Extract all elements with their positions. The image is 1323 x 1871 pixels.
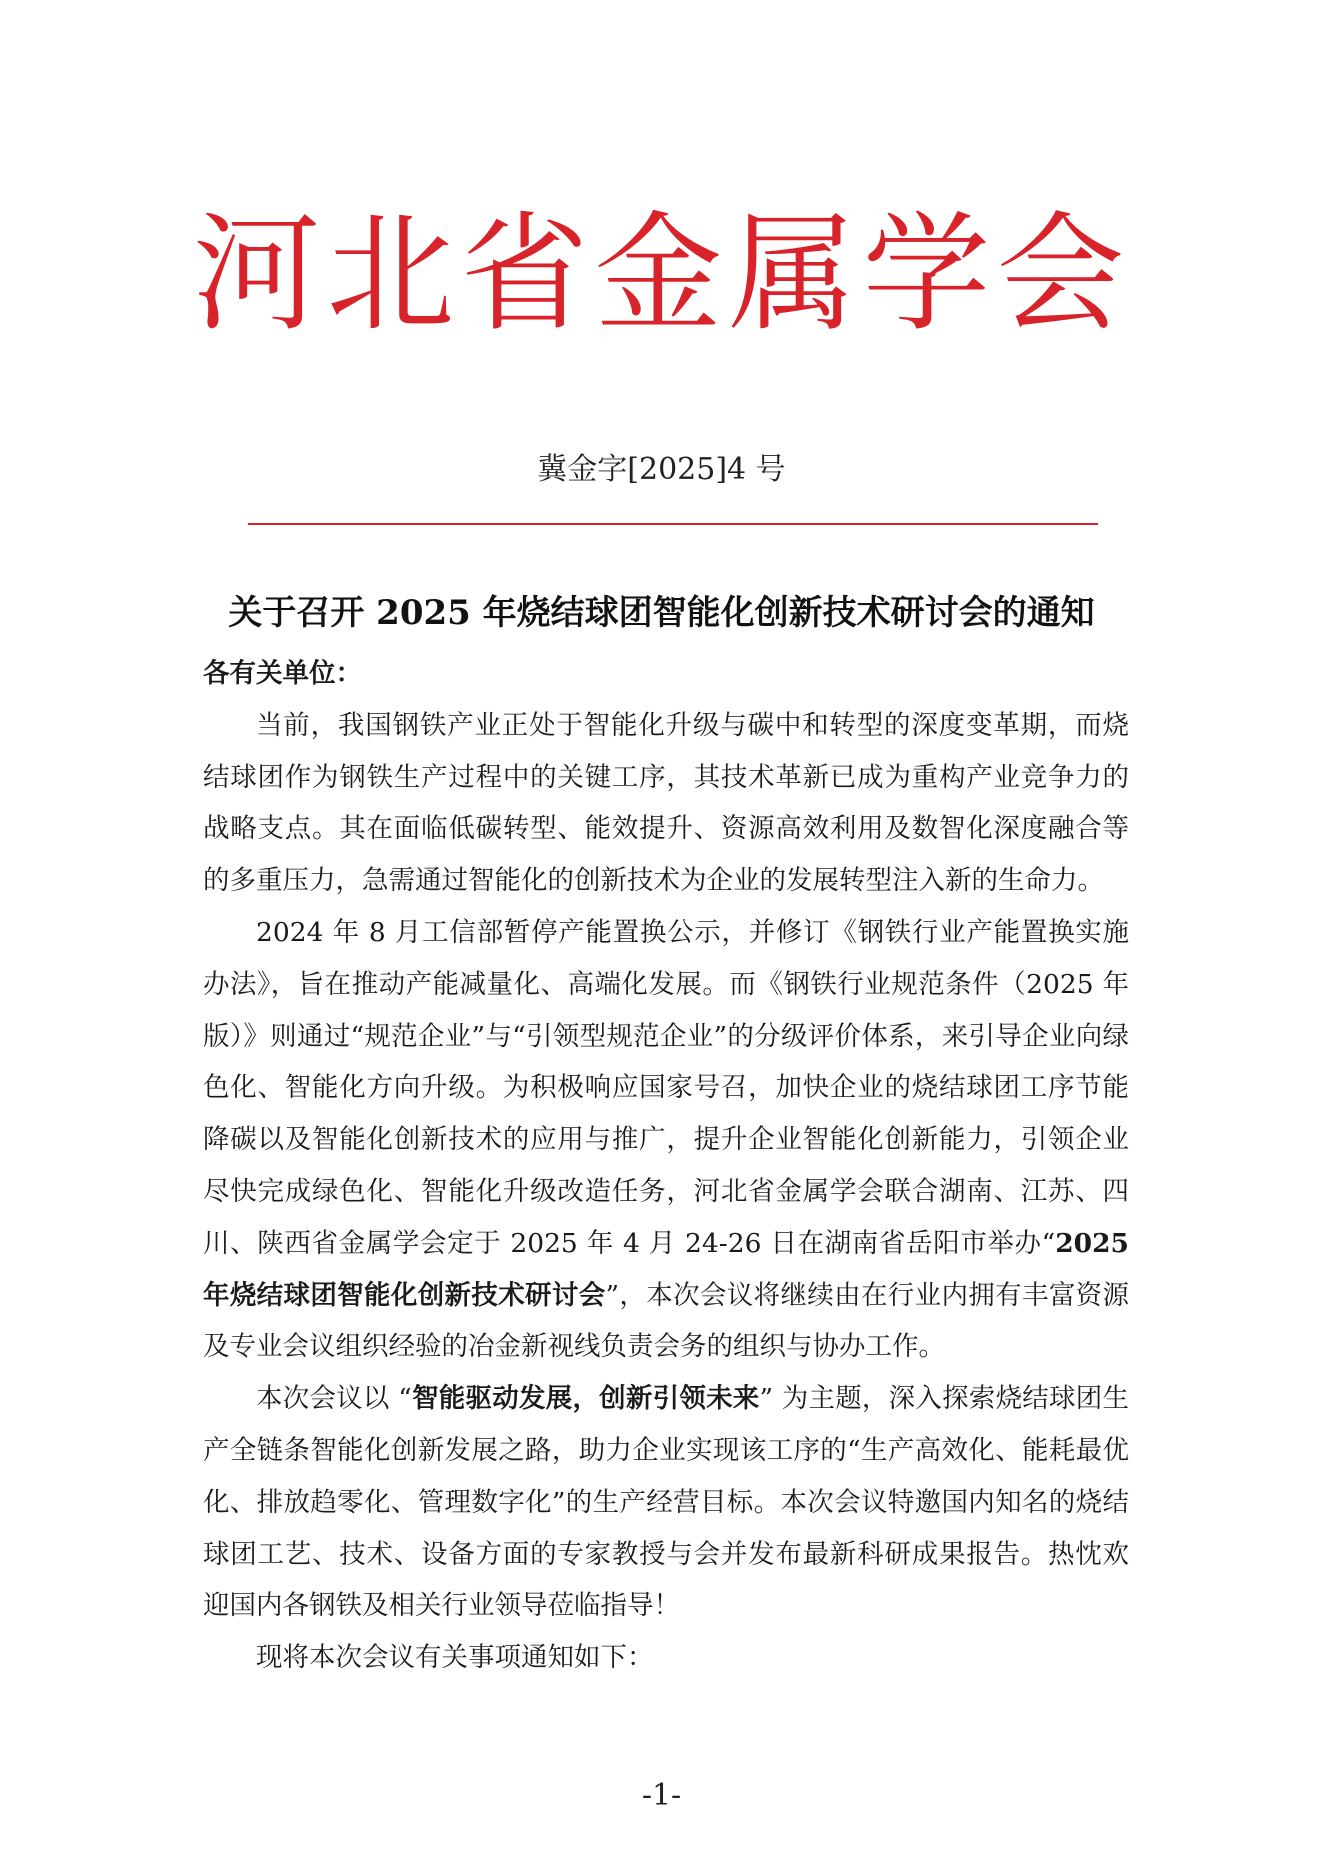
paragraph-policy-text: 2024 年 8 月工信部暂停产能置换公示，并修订《钢铁行业产能置换实施办法》，旨在推动产能减量化、高端化发展。而《钢铁行业规范条件（2025 年版）》则通过“规范企业”与“引领型规范企业”的分级评价体系，来引导企业向绿色化、智能化方向升级。为积极响应国家号召，加快企业的烧结球团工序节能降碳以及智能化创新技术的应用与推广，提升企业智能化创新能力，引领企业尽快完成绿色化、智能化升级改造任务，河北省金属学会联合湖南、江苏、四川、陕西省金属学会定于 2025 年 4 月 24-26 日在湖南省岳阳市举办“ (203, 916, 1129, 1259)
paragraph-announcement: 现将本次会议有关事项通知如下： (256, 1642, 654, 1674)
paragraph-theme-lead: 本次会议以 “ (256, 1383, 412, 1415)
paragraph-theme-text: ” 为主题，深入探索烧结球团生产全链条智能化创新发展之路，助力企业实现该工序的“生产高效化、能耗最优化、排放趋零化、管理数字化”的生产经营目标。本次会议特邀国内知名的烧结球团工艺、技术、设备方面的专家教授与会并发布最新科研成果报告。热忱欢迎国内各钢铁及相关行业领导莅临指导！ (203, 1383, 1129, 1622)
conference-name: 2025 年烧结球团智能化创新技术研讨会 (203, 1227, 1129, 1311)
paragraph-theme (203, 1373, 1129, 1632)
conference-theme: 智能驱动发展，创新引领未来 (411, 1383, 760, 1415)
paragraph-policy (203, 907, 1129, 1373)
paragraph-background: 当前，我国钢铁产业正处于智能化升级与碳中和转型的深度变革期，而烧结球团作为钢铁生产过程中的关键工序，其技术革新已成为重构产业竞争力的战略支点。其在面临低碳转型、能效提升、资源高效利用及数智化深度融合等的多重压力，急需通过智能化的创新技术为企业的发展转型注入新的生命力。 (203, 709, 1129, 897)
paragraph-policy-tail: ”，本次会议将继续由在行业内拥有丰富资源及专业会议组织经验的冶金新视线负责会务的组织与协办工作。 (203, 1279, 1129, 1363)
document-number: 冀金字[2025]4 号 (537, 452, 786, 487)
salutation: 各有关单位： (203, 658, 362, 689)
notice-body (203, 648, 1129, 1684)
notice-title: 关于召开 2025 年烧结球团智能化创新技术研讨会的通知 (228, 593, 1095, 633)
masthead-org-name: 河北省金属学会 (192, 200, 1131, 349)
red-divider-line (248, 523, 1098, 525)
page-number: -1- (641, 1778, 682, 1813)
